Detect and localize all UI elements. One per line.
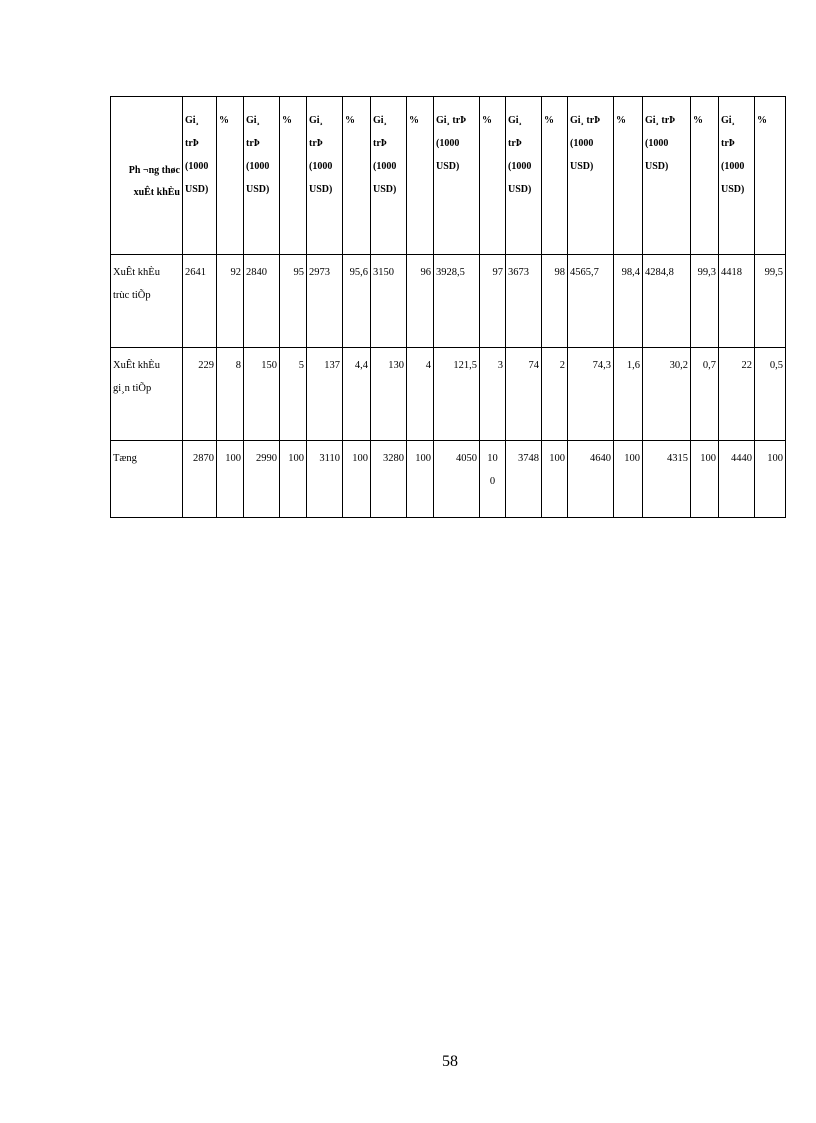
cell-line: (1000: [436, 138, 460, 149]
header-percent-cell: %: [407, 97, 434, 255]
percent-cell: 100: [542, 441, 568, 518]
cell-line: (1000: [508, 161, 532, 172]
value-cell: 4565,7: [568, 255, 614, 348]
percent-cell: 0,7: [691, 348, 719, 441]
percent-cell: 1,6: [614, 348, 643, 441]
row-label-cell: [111, 441, 183, 518]
cell-line: trÞ: [508, 138, 522, 149]
value-cell: 4440: [719, 441, 755, 518]
percent-cell: 99,3: [691, 255, 719, 348]
percent-cell: 4,4: [343, 348, 371, 441]
value-cell: 229: [183, 348, 217, 441]
percent-cell: 8: [217, 348, 244, 441]
value-cell: 4050: [434, 441, 480, 518]
value-cell: 2990: [244, 441, 280, 518]
percent-cell: 96: [407, 255, 434, 348]
value-cell: 4640: [568, 441, 614, 518]
value-cell: 74,3: [568, 348, 614, 441]
percent-cell: 99,5: [755, 255, 786, 348]
table-row: [111, 348, 786, 441]
cell-line: USD): [309, 184, 333, 195]
cell-line: (1000: [721, 161, 745, 172]
percent-cell: 100: [217, 441, 244, 518]
table-row: [111, 255, 786, 348]
header-value-cell: [434, 97, 480, 255]
value-cell: 2641: [183, 255, 217, 348]
cell-line: USD): [185, 184, 209, 195]
cell-line: (1000: [309, 161, 333, 172]
cell-line: trÞ: [309, 138, 323, 149]
table-row: [111, 441, 786, 518]
cell-line: USD): [436, 161, 460, 172]
value-cell: 30,2: [643, 348, 691, 441]
header-value-cell: [183, 97, 217, 255]
header-percent-cell: %: [755, 97, 786, 255]
cell-line: trùc tiÕp: [113, 290, 151, 301]
cell-line: Gi¸: [309, 115, 323, 126]
percent-cell: [480, 441, 506, 518]
cell-line: Gi¸: [246, 115, 260, 126]
percent-cell: 97: [480, 255, 506, 348]
value-cell: 121,5: [434, 348, 480, 441]
cell-line: (1000: [185, 161, 209, 172]
value-cell: 4418: [719, 255, 755, 348]
percent-cell: 98: [542, 255, 568, 348]
header-value-cell: [506, 97, 542, 255]
cell-line: USD): [570, 161, 594, 172]
header-percent-cell: %: [217, 97, 244, 255]
cell-line: Gi¸: [721, 115, 735, 126]
cell-line: USD): [721, 184, 745, 195]
header-percent-cell: %: [691, 97, 719, 255]
value-cell: 4284,8: [643, 255, 691, 348]
cell-line: trÞ: [246, 138, 260, 149]
value-cell: 74: [506, 348, 542, 441]
header-value-cell: [568, 97, 614, 255]
percent-cell: 100: [691, 441, 719, 518]
header-percent-cell: %: [480, 97, 506, 255]
cell-line: XuÊt khÈu: [113, 360, 160, 371]
cell-line: Gi¸ trÞ: [645, 115, 676, 126]
percent-cell: 0,5: [755, 348, 786, 441]
percent-cell: 100: [755, 441, 786, 518]
cell-line: USD): [373, 184, 397, 195]
value-cell: 2973: [307, 255, 343, 348]
cell-line: Gi¸: [508, 115, 522, 126]
header-percent-cell: %: [280, 97, 307, 255]
percent-cell: 100: [280, 441, 307, 518]
value-cell: 3110: [307, 441, 343, 518]
percent-cell: 100: [343, 441, 371, 518]
cell-line: (1000: [246, 161, 270, 172]
value-cell: 3928,5: [434, 255, 480, 348]
percent-cell: 3: [480, 348, 506, 441]
cell-line: USD): [508, 184, 532, 195]
cell-line: Tæng: [113, 453, 137, 464]
percent-cell: 95: [280, 255, 307, 348]
export-method-table: [110, 96, 786, 518]
cell-line: trÞ: [373, 138, 387, 149]
value-cell: 22: [719, 348, 755, 441]
cell-line: Gi¸: [373, 115, 387, 126]
cell-line: USD): [246, 184, 270, 195]
header-value-cell: [719, 97, 755, 255]
percent-cell: 95,6: [343, 255, 371, 348]
header-percent-cell: %: [343, 97, 371, 255]
cell-line: gi¸n tiÕp: [113, 383, 152, 394]
page-number: 58: [442, 1053, 458, 1070]
cell-line: USD): [645, 161, 669, 172]
cell-line: trÞ: [185, 138, 199, 149]
cell-line: Gi¸ trÞ: [436, 115, 467, 126]
value-cell: 2840: [244, 255, 280, 348]
percent-cell: 100: [614, 441, 643, 518]
header-percent-cell: %: [614, 97, 643, 255]
cell-line: Ph ¬ng thøc: [128, 164, 180, 176]
cell-line: Gi¸: [185, 115, 199, 126]
value-cell: 3280: [371, 441, 407, 518]
percent-cell: 4: [407, 348, 434, 441]
percent-cell: 5: [280, 348, 307, 441]
value-cell: 4315: [643, 441, 691, 518]
cell-line: (1000: [373, 161, 397, 172]
value-cell: 3673: [506, 255, 542, 348]
header-method-cell: [111, 97, 183, 255]
cell-line: (1000: [570, 138, 594, 149]
header-value-cell: [307, 97, 343, 255]
header-percent-cell: %: [542, 97, 568, 255]
cell-line: XuÊt khÈu: [113, 267, 160, 278]
value-cell: 2870: [183, 441, 217, 518]
header-row: [111, 97, 786, 255]
value-cell: 150: [244, 348, 280, 441]
cell-line: xuÊt khÈu: [133, 186, 180, 198]
percent-cell: 2: [542, 348, 568, 441]
cell-line: trÞ: [721, 138, 735, 149]
cell-line: (1000: [645, 138, 669, 149]
cell-line: Gi¸ trÞ: [570, 115, 601, 126]
value-cell: 3748: [506, 441, 542, 518]
percent-cell: 92: [217, 255, 244, 348]
header-value-cell: [371, 97, 407, 255]
row-label-cell: [111, 255, 183, 348]
value-cell: 137: [307, 348, 343, 441]
value-cell: 130: [371, 348, 407, 441]
header-value-cell: [643, 97, 691, 255]
percent-cell: 98,4: [614, 255, 643, 348]
row-label-cell: [111, 348, 183, 441]
percent-cell: 100: [407, 441, 434, 518]
header-value-cell: [244, 97, 280, 255]
value-cell: 3150: [371, 255, 407, 348]
cell-line: 10: [487, 453, 498, 464]
cell-line: 0: [489, 476, 496, 487]
